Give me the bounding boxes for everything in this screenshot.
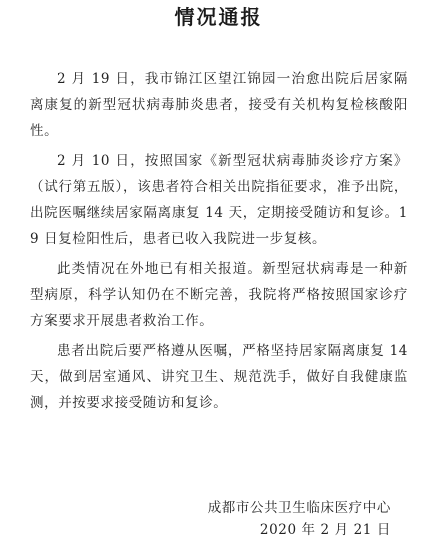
paragraph-3: 此类情况在外地已有相关报道。新型冠状病毒是一种新型病原，科学认知仍在不断完善，我院将严格按照国家诊疗方案要求开展患者救治工作。	[30, 261, 408, 329]
signature-organization: 成都市公共卫生临床医疗中心	[207, 500, 391, 516]
paragraph-4: 患者出院后要严格遵从医嘱，严格坚持居家隔离康复 14 天，做到居室通风、讲究卫生、规范洗手，做好自我健康监测，并按要求接受随访和复诊。	[30, 343, 408, 411]
signature-date: 2020 年 2 月 21 日	[259, 522, 391, 538]
document-body	[30, 66, 408, 420]
paragraph-1: 2 月 19 日，我市锦江区望江锦园一治愈出院后居家隔离康复的新型冠状病毒肺炎患者，接受有关机构复检核酸阳性。	[30, 71, 408, 139]
document-title: 情况通报	[174, 5, 263, 29]
paragraph-2: 2 月 10 日，按照国家《新型冠状病毒肺炎诊疗方案》（试行第五版），该患者符合相关出院指征要求，准予出院，出院医嘱继续居家隔离康复 14 天，定期接受随访和复诊。19 日复检阳性后，患者已收入我院进一步复核。	[30, 153, 408, 247]
